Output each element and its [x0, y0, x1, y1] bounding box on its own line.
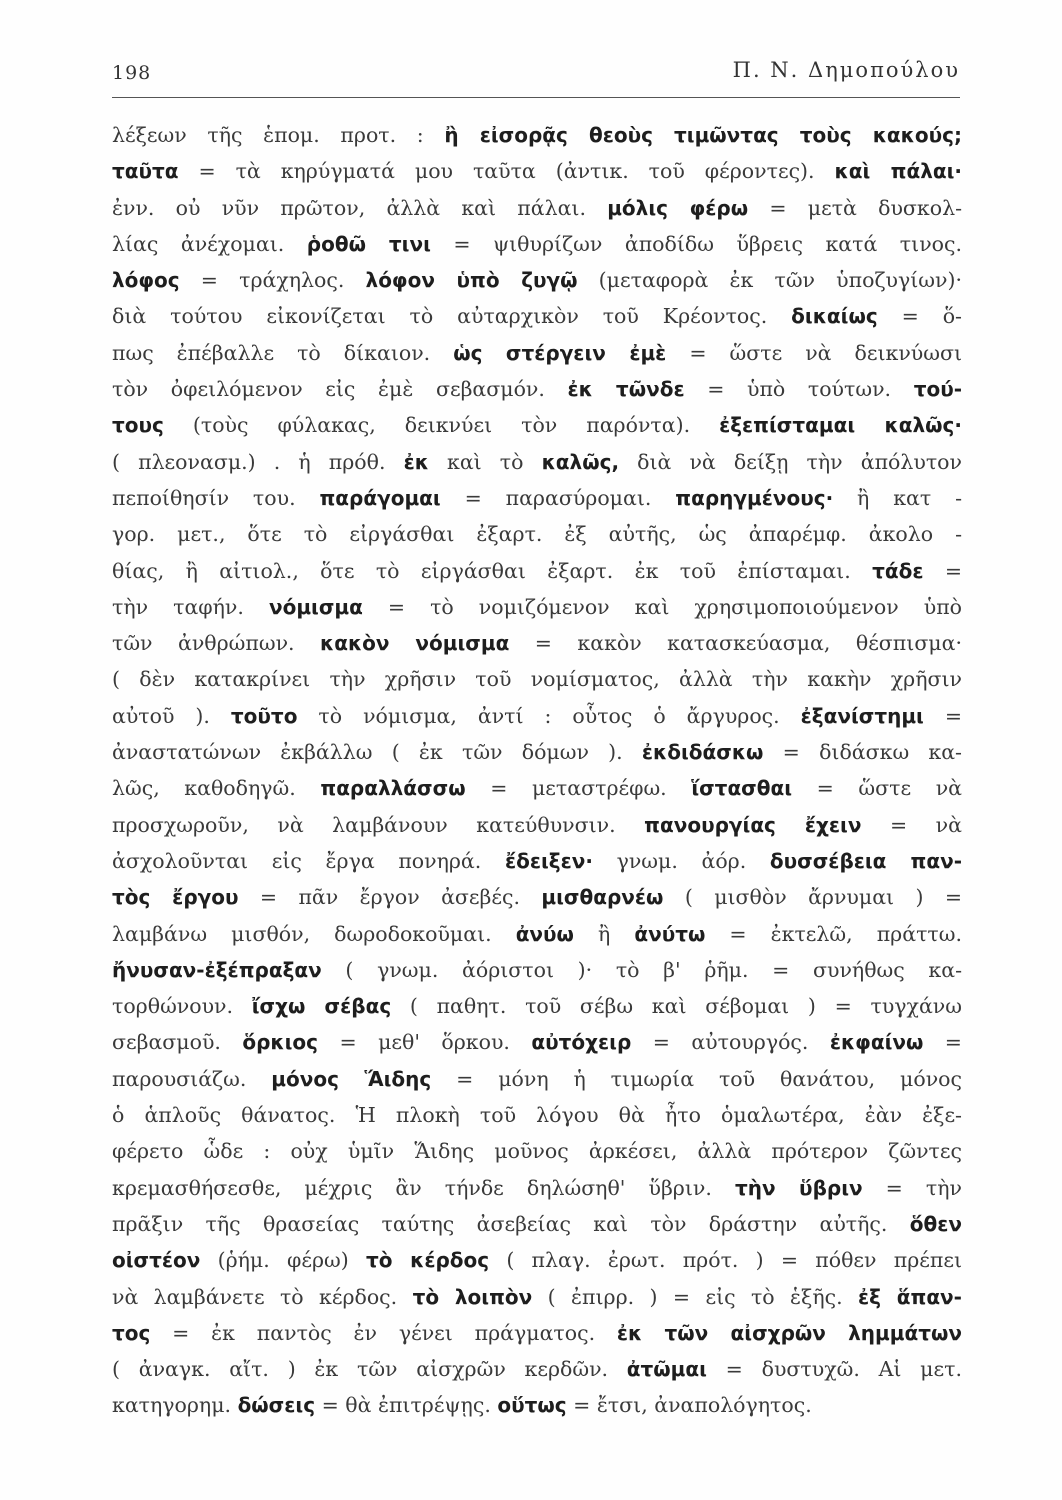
lemma: μόνος Ἅιδης — [271, 1066, 432, 1091]
gloss-text: τὸ νόμισμα, ἀντί : οὗτος ὁ ἄργυρος. — [297, 703, 801, 728]
text-line — [112, 117, 962, 153]
gloss-text: ( μισθὸν ἄρνυμαι ) = — [663, 885, 962, 910]
text-line — [112, 589, 962, 625]
gloss-text: λῶς, καθοδηγῶ. — [112, 776, 321, 801]
gloss-text: = μεθ' ὅρκου. — [318, 1030, 532, 1055]
gloss-text: = — [923, 558, 962, 583]
text-line — [112, 625, 962, 661]
lemma: ἐξεπίσταμαι καλῶς· — [719, 413, 962, 438]
text-line — [112, 879, 962, 915]
gloss-text: γορ. μετ., ὅτε τὸ εἰργάσθαι ἐξαρτ. ἐξ αὐτῆς, ὡς ἀπαρέμφ. ἀκολο - — [112, 522, 962, 547]
text-line — [112, 1242, 962, 1278]
lemma: ταῦτα — [112, 159, 179, 184]
lemma: δώσεις — [237, 1393, 316, 1418]
lemma: ἀνύτω — [634, 921, 706, 946]
gloss-text: = ὥστε νὰ — [792, 776, 962, 801]
gloss-text: τὴν ταφήν. — [112, 594, 269, 619]
lemma: πανουργίας ἔχειν — [644, 812, 862, 837]
gloss-text: = διδάσκω κα- — [763, 740, 962, 765]
lemma: νόμισμα — [268, 594, 363, 619]
lemma: ἐκ τῶνδε — [567, 377, 685, 402]
text-line — [112, 371, 962, 407]
gloss-text: κρεμασθήσεσθε, μέχρις ἂν τήνδε δηλώσηθ' ὕβριν. — [112, 1175, 735, 1200]
gloss-text: = αὐτουργός. — [631, 1030, 830, 1055]
gloss-text: = ὥστε νὰ δεικνύωσι — [666, 340, 962, 365]
gloss-text: τὸν ὀφειλόμενον εἰς ἐμὲ σεβασμόν. — [112, 377, 568, 402]
text-line — [112, 480, 962, 516]
gloss-text: γνωμ. ἀόρ. — [592, 848, 770, 873]
gloss-text: = μεταστρέφω. — [465, 776, 692, 801]
text-line — [112, 661, 962, 697]
gloss-text: ( γνωμ. ἀόριστοι )· τὸ β' ῥῆμ. = συνήθως κα- — [321, 957, 962, 982]
gloss-text: ( παθητ. τοῦ σέβω καὶ σέβομαι ) = τυγχάνω — [391, 994, 962, 1019]
gloss-text: = — [923, 703, 962, 728]
gloss-text: ἀσχολοῦνται εἰς ἔργα πονηρά. — [112, 848, 505, 873]
text-line — [112, 444, 962, 480]
text-line — [112, 1206, 962, 1242]
gloss-text: φέρετο ὧδε : οὐχ ὑμῖν Ἅιδης μοῦνος ἀρκέσει, ἀλλὰ πρότερον ζῶντες — [112, 1139, 962, 1164]
gloss-text: ( ἀναγκ. αἴτ. ) ἐκ τῶν αἰσχρῶν κερδῶν. — [112, 1357, 627, 1382]
lemma: τὸς ἔργου — [112, 885, 239, 910]
gloss-text: = ἔτσι, ἀναπολόγητος. — [566, 1393, 812, 1418]
lemma: ὅθεν — [909, 1211, 962, 1236]
gloss-text: ἐνν. οὐ νῦν πρῶτον, ἀλλὰ καὶ πάλαι. — [112, 195, 608, 220]
text-line — [112, 770, 962, 806]
page-number: 198 — [112, 62, 152, 84]
text-line — [112, 807, 962, 843]
lemma: τὴν ὕβριν — [734, 1175, 863, 1200]
text-line — [112, 553, 962, 589]
running-head: Π. Ν. Δημοπούλου — [732, 58, 960, 82]
gloss-text: ἀναστατώνων ἐκβάλλω ( ἐκ τῶν δόμων ). — [112, 740, 642, 765]
lemma: ἐκ τῶν αἰσχρῶν λημμάτων — [616, 1320, 962, 1345]
text-line — [112, 1279, 962, 1315]
lemma: ἔδειξεν· — [504, 848, 593, 873]
text-line — [112, 335, 962, 371]
gloss-text: αὐτοῦ ). — [112, 703, 231, 728]
gloss-text: = τὴν — [862, 1175, 962, 1200]
text-line — [112, 698, 962, 734]
gloss-text: νὰ λαμβάνετε τὸ κέρδος. — [112, 1284, 413, 1309]
text-line — [112, 516, 962, 552]
gloss-text: = πᾶν ἔργον ἀσεβές. — [238, 885, 542, 910]
gloss-text: = ἐκ παντὸς ἐν γένει πράγματος. — [150, 1320, 617, 1345]
lemma: ἐκδιδάσκω — [641, 740, 764, 765]
gloss-text: = τράχηλος. — [179, 268, 366, 293]
lemma: καὶ πάλαι· — [834, 159, 962, 184]
gloss-text: ( πλαγ. ἐρωτ. πρότ. ) = πόθεν πρέπει — [489, 1248, 962, 1273]
gloss-text: ( ἐπιρρ. ) = εἰς τὸ ἑξῆς. — [532, 1284, 858, 1309]
lemma: ἴσχω σέβας — [251, 994, 392, 1019]
gloss-text: κατηγορημ. — [112, 1393, 238, 1418]
lemma: τος — [112, 1320, 151, 1345]
text-line — [112, 190, 962, 226]
gloss-text: διὰ νὰ δείξῃ τὴν ἀπόλυτον — [619, 449, 962, 474]
text-line — [112, 153, 962, 189]
lemma: ἤνυσαν-ἐξέπραξαν — [112, 957, 322, 982]
text-line — [112, 1315, 962, 1351]
gloss-text: λαμβάνω μισθόν, δωροδοκοῦμαι. — [112, 921, 516, 946]
lemma: ἢ εἰσορᾷς θεοὺς τιμῶντας τοὺς κακούς; — [444, 123, 962, 147]
lemma: κακὸν νόμισμα — [320, 631, 510, 656]
text-line — [112, 1170, 962, 1206]
text-line — [112, 1024, 962, 1060]
gloss-text: = ψιθυρίζων ἀποδίδω ὕβρεις κατά τινος. — [430, 231, 962, 256]
gloss-text: προσχωροῦν, νὰ λαμβάνουν κατεύθυνσιν. — [112, 812, 645, 837]
text-line — [112, 988, 962, 1024]
lemma: ἐκ — [403, 449, 429, 474]
gloss-text: λέξεων τῆς ἑπομ. προτ. : — [112, 123, 445, 147]
lemma: ἀνύω — [515, 921, 574, 946]
gloss-text: καὶ τὸ — [428, 449, 542, 474]
lemma: τάδε — [872, 558, 924, 583]
gloss-text: = θὰ ἐπιτρέψῃς. — [315, 1393, 498, 1418]
lemma: τού- — [913, 377, 962, 402]
lemma: ὅρκιος — [242, 1030, 319, 1055]
gloss-text: = — [923, 1030, 962, 1055]
gloss-text: (τοὺς φύλακας, δεικνύει τὸν παρόντα). — [163, 413, 720, 438]
gloss-text: = τὸ νομιζόμενον καὶ χρησιμοποιούμενον ὑπὸ — [362, 594, 962, 619]
gloss-text: ( πλεονασμ.) . ἡ πρόθ. — [112, 449, 404, 474]
gloss-text: (ῥήμ. φέρω) — [200, 1248, 366, 1273]
text-line — [112, 262, 962, 298]
commentary-text — [112, 117, 962, 1424]
gloss-text: ἢ — [573, 921, 635, 946]
gloss-text: = ὑπὸ τούτων. — [684, 377, 914, 402]
text-line — [112, 1387, 962, 1423]
gloss-text: πρᾶξιν τῆς θρασείας ταύτης ἀσεβείας καὶ τὸν δράστην αὐτῆς. — [112, 1211, 910, 1236]
lemma: ἐξ ἅπαν- — [857, 1284, 962, 1309]
gloss-text: = ὅ- — [877, 304, 962, 329]
gloss-text: διὰ τούτου εἰκονίζεται τὸ αὐταρχικὸν τοῦ Κρέοντος. — [112, 304, 792, 329]
gloss-text: τορθώνουν. — [112, 994, 252, 1019]
text-line — [112, 1097, 962, 1133]
gloss-text: = μόνη ἡ τιμωρία τοῦ θανάτου, μόνος — [431, 1066, 962, 1091]
lemma: παράγομαι — [319, 485, 441, 510]
lemma: ὡς στέργειν ἐμὲ — [453, 340, 667, 365]
text-line — [112, 916, 962, 952]
text-line — [112, 843, 962, 879]
gloss-text: = ἐκτελῶ, πράττω. — [705, 921, 962, 946]
text-line — [112, 298, 962, 334]
lemma: λόφος — [112, 268, 180, 293]
lemma: δικαίως — [791, 304, 878, 329]
lemma: ἐκφαίνω — [829, 1030, 924, 1055]
lemma: καλῶς, — [541, 449, 620, 474]
text-line — [112, 952, 962, 988]
gloss-text: = κακὸν κατασκεύασμα, θέσπισμα· — [509, 631, 962, 656]
text-line — [112, 226, 962, 262]
lemma: οὕτως — [497, 1393, 567, 1418]
gloss-text: (μεταφορὰ ἐκ τῶν ὑποζυγίων)· — [577, 268, 962, 293]
gloss-text: σεβασμοῦ. — [112, 1030, 243, 1055]
gloss-text: τῶν ἀνθρώπων. — [112, 631, 321, 656]
header-rule — [112, 97, 960, 98]
gloss-text: πως ἐπέβαλλε τὸ δίκαιον. — [112, 340, 454, 365]
text-line — [112, 1133, 962, 1169]
text-line — [112, 734, 962, 770]
lemma: αὐτόχειρ — [531, 1030, 632, 1055]
text-line — [112, 1351, 962, 1387]
lemma: δυσσέβεια παν- — [769, 848, 962, 873]
gloss-text: ἢ κατ - — [833, 485, 962, 510]
lemma: λόφον ὑπὸ ζυγῷ — [365, 268, 578, 293]
lemma: ῥοθῶ τινι — [306, 231, 431, 256]
gloss-text: θίας, ἢ αἰτιολ., ὅτε τὸ εἰργάσθαι ἐξαρτ. ἐκ τοῦ ἐπίσταμαι. — [112, 558, 873, 583]
gloss-text: πεποίθησίν του. — [112, 485, 320, 510]
lemma: παραλλάσσω — [320, 776, 466, 801]
lemma: τοῦτο — [230, 703, 298, 728]
lemma: τὸ κέρδος — [365, 1248, 490, 1273]
page-header — [112, 50, 960, 96]
gloss-text: λίας ἀνέχομαι. — [112, 231, 307, 256]
gloss-text: παρουσιάζω. — [112, 1066, 272, 1091]
gloss-text: = δυστυχῶ. Αἱ μετ. — [706, 1357, 962, 1382]
lemma: παρηγμένους· — [675, 485, 834, 510]
lemma: ἀτῶμαι — [626, 1357, 707, 1382]
text-line — [112, 1061, 962, 1097]
gloss-text: = νὰ — [861, 812, 962, 837]
lemma: τους — [112, 413, 164, 438]
lemma: μισθαρνέω — [541, 885, 664, 910]
gloss-text: ( δὲν κατακρίνει τὴν χρῆσιν τοῦ νομίσματος, ἀλλὰ τὴν κακὴν χρῆσιν — [112, 667, 962, 692]
gloss-text: ὁ ἁπλοῦς θάνατος. Ἡ πλοκὴ τοῦ λόγου θὰ ἦτο ὁμαλωτέρα, ἐὰν ἐξε- — [112, 1103, 962, 1128]
lemma: ἐξανίστημι — [800, 703, 924, 728]
gloss-text: = τὰ κηρύγματά μου ταῦτα (ἀντικ. τοῦ φέροντες). — [178, 159, 835, 184]
gloss-text: = παρασύρομαι. — [440, 485, 676, 510]
text-line — [112, 407, 962, 443]
lemma: ἵστασθαι — [691, 776, 793, 801]
lemma: οἰστέον — [112, 1248, 201, 1273]
lemma: μόλις φέρω — [607, 195, 749, 220]
lemma: τὸ λοιπὸν — [412, 1284, 533, 1309]
gloss-text: = μετὰ δυσκολ- — [748, 195, 962, 220]
